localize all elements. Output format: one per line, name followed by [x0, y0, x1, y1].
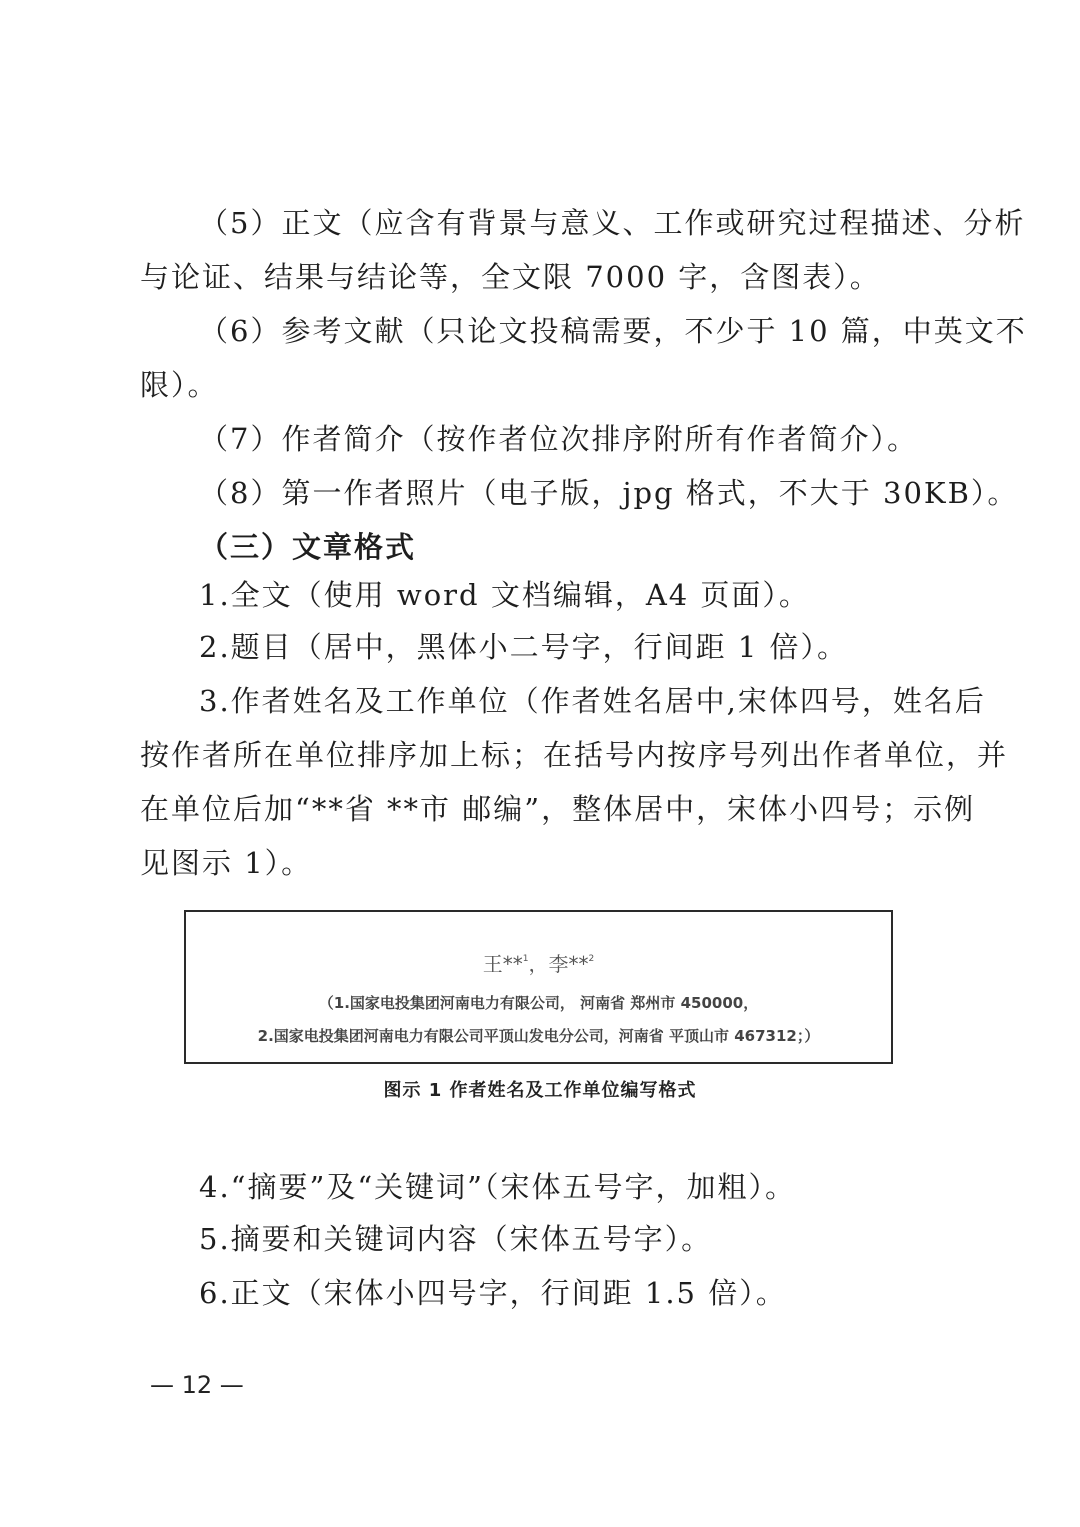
author-separator: ， [528, 952, 549, 976]
example-affiliation-2: 2.国家电投集团河南电力有限公司平顶山发电分公司，河南省 平顶山市 467312；） [257, 1027, 820, 1045]
author-name-2: 李** [548, 952, 589, 976]
format-item-2: 2.题目（居中，黑体小二号字，行间距 1 倍）。 [199, 630, 849, 664]
figure-caption: 图示 1 作者姓名及工作单位编写格式 [383, 1080, 697, 1101]
example-author-names [186, 948, 891, 977]
page-number: — 12 — [150, 1371, 244, 1399]
format-item-5: 5.摘要和关键词内容（宋体五号字）。 [199, 1222, 713, 1256]
format-item-3-line-2: 按作者所在单位排序加上标；在括号内按序号列出作者单位，并 [140, 738, 1009, 772]
format-item-1: 1.全文（使用 word 文档编辑，A4 页面）。 [199, 578, 810, 612]
paragraph-8: （8）第一作者照片（电子版，jpg 格式，不大于 30KB）。 [199, 476, 1019, 510]
format-item-3-line-1: 3.作者姓名及工作单位（作者姓名居中,宋体四号，姓名后 [199, 684, 986, 718]
format-item-3-line-3: 在单位后加“**省 **市 邮编”，整体居中，宋体小四号；示例 [140, 792, 976, 826]
format-item-4: 4.“摘要”及“关键词”（宋体五号字，加粗）。 [199, 1170, 796, 1204]
paragraph-5-line-2: 与论证、结果与结论等，全文限 7000 字，含图表）。 [140, 260, 881, 294]
example-figure-box [184, 910, 893, 1064]
author-superscript-2: 2 [588, 954, 595, 964]
paragraph-5-line-1: （5）正文（应含有背景与意义、工作或研究过程描述、分析 [199, 206, 1026, 240]
example-affiliation-1: （1.国家电投集团河南电力有限公司， 河南省 郑州市 450000， [318, 994, 759, 1012]
paragraph-6-line-1: （6）参考文献（只论文投稿需要，不少于 10 篇，中英文不 [199, 314, 1027, 348]
format-item-6: 6.正文（宋体小四号字，行间距 1.5 倍）。 [199, 1276, 787, 1310]
author-superscript-1: 1 [522, 954, 529, 964]
section-heading-format: （三）文章格式 [199, 530, 417, 564]
paragraph-7: （7）作者简介（按作者位次排序附所有作者简介）。 [199, 422, 918, 456]
author-name-1: 王** [482, 952, 523, 976]
paragraph-6-line-2: 限）。 [140, 368, 219, 402]
format-item-3-line-4: 见图示 1）。 [140, 846, 313, 880]
